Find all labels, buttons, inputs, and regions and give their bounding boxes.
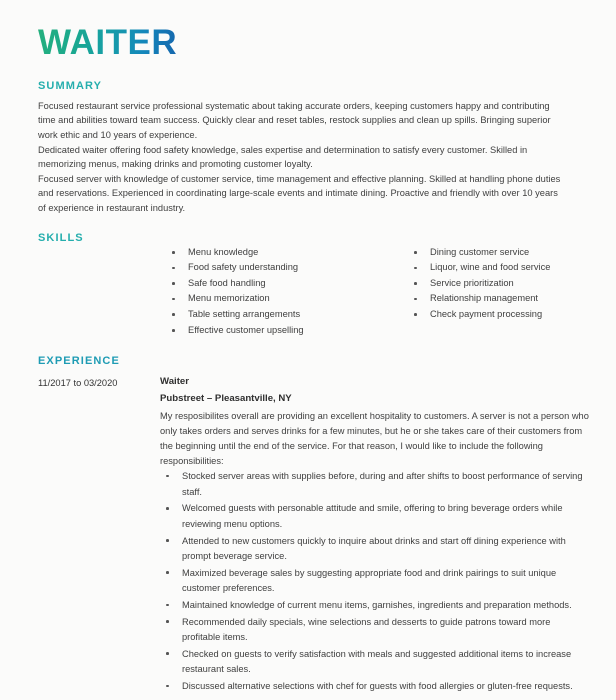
list-item: Table setting arrangements [166,307,348,323]
list-item: Welcomed guests with personable attitude and smile, offering to bring beverage orders while reviewing menu options. [160,500,590,532]
experience-section [38,338,590,695]
skills-column-right [408,245,590,339]
job-dates: 11/2017 to 03/2020 [38,378,118,389]
list-item: Liquor, wine and food service [408,260,590,276]
list-item: Attended to new customers quickly to inquire about drinks and start off dining experience with prompt beverage service. [160,533,590,565]
summary-paragraph: Dedicated waiter offering food safety knowledge, sales expertise and determination to satisfy every customer. Skilled in memorizing menus, making drinks and promoting customer loyalty. [38,144,528,170]
list-item: Maximized beverage sales by suggesting appropriate food and drink pairings to suit unique customer preferences. [160,565,590,597]
experience-entry [38,367,590,695]
skills-heading: SKILLS [38,231,84,244]
summary-heading: SUMMARY [38,79,103,92]
list-item: Effective customer upselling [166,323,348,339]
list-item: Dining customer service [408,245,590,261]
job-responsibilities-list [160,468,590,694]
job-details [160,375,590,695]
summary-body [38,92,590,216]
list-item: Recommended daily specials, wine selections and desserts to guide patrons toward more profitable items. [160,614,590,646]
skills-columns [38,244,590,339]
skills-list-right [408,245,590,323]
list-item: Check payment processing [408,307,590,323]
list-item: Maintained knowledge of current menu items, garnishes, ingredients and preparation methods. [160,597,590,614]
experience-heading: EXPERIENCE [38,355,120,368]
list-item: Menu memorization [166,291,348,307]
job-summary: My resposibilites overall are providing an excellent hospitality to customers. A server is not a person who only takes orders and serves drinks for a few minutes, but he or she takes care of their customers from the beginning until the end of the service. For that reason, I would like to include the following responsibilities: [160,411,589,466]
job-company-location: Pubstreet – Pleasantville, NY [160,392,292,404]
list-item: Service prioritization [408,276,590,292]
list-item: Safe food handling [166,276,348,292]
summary-paragraph: Focused server with knowledge of customer service, time management and effective planning. Skilled at handling phone duties and reservations. Experienced in coordinating large-scale events and intimate dining. Proactive and friendly with over 10 years of experience in restaurant industry. [38,173,561,213]
list-item: Discussed alternative selections with chef for guests with food allergies or gluten-free requests. [160,678,590,695]
list-item: Relationship management [408,291,590,307]
skills-column-left [166,245,348,339]
list-item: Menu knowledge [166,245,348,261]
job-title: Waiter [160,376,189,388]
skills-section [38,216,590,339]
list-item: Checked on guests to verify satisfaction with meals and suggested additional items to increase restaurant sales. [160,646,590,678]
skills-list-left [166,245,348,339]
summary-paragraph: Focused restaurant service professional systematic about taking accurate orders, keeping customers happy and contributing time and abilities toward team success. Quickly clear and reset tables, restock supplies and clean up spills. Bringing superior work ethic and 10 years of experience. [38,100,551,140]
list-item: Food safety understanding [166,260,348,276]
summary-section [38,62,590,216]
page-title: WAITER [38,0,177,62]
list-item: Stocked server areas with supplies before, during and after shifts to boost performance of serving staff. [160,468,590,500]
